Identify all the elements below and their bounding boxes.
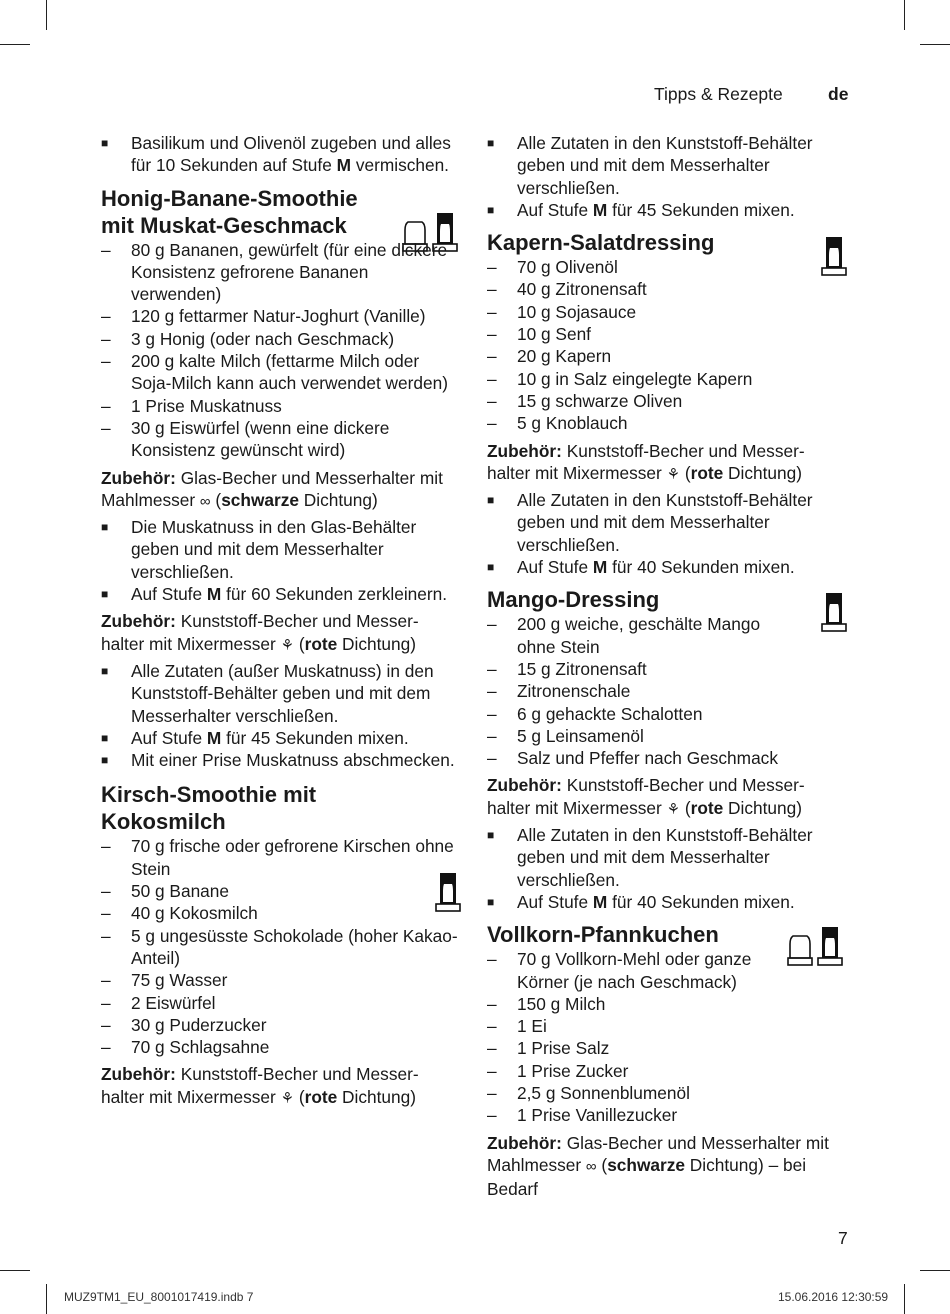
ingredient-list bbox=[487, 256, 847, 434]
list-item: – 1 Ei bbox=[487, 1015, 777, 1037]
right-column bbox=[487, 132, 847, 1203]
crop-mark bbox=[904, 1284, 905, 1314]
grinding-blade-icon: ∞ bbox=[585, 1157, 597, 1175]
list-item: – 70 g Vollkorn-Mehl oder ganze Körner (je nach Geschmack) bbox=[487, 948, 777, 993]
section-title: Tipps & Rezepte bbox=[654, 84, 783, 104]
instruction-bullet: ■ Auf Stufe M für 60 Sekunden zerkleinern. bbox=[101, 583, 461, 605]
instruction-bullet: ■ Auf Stufe M für 40 Sekunden mixen. bbox=[487, 556, 847, 578]
list-item: – 6 g gehackte Schalotten bbox=[487, 703, 787, 725]
list-item: – 5 g Leinsamenöl bbox=[487, 725, 787, 747]
mixing-blade-icon: ⚘ bbox=[666, 465, 681, 483]
crop-mark bbox=[46, 0, 47, 30]
running-header bbox=[654, 84, 849, 105]
recipe-title: Vollkorn-Pfannkuchen bbox=[487, 922, 719, 948]
list-item: – 15 g Zitronensaft bbox=[487, 658, 787, 680]
instruction-bullet: ■ Basilikum und Olivenöl zugeben und alles für 10 Sekunden auf Stufe M vermischen. bbox=[101, 132, 461, 177]
instruction-bullet: ■ Alle Zutaten (außer Muskatnuss) in den Kunststoff-Behälter geben und mit dem Messerhalter verschließen. bbox=[101, 660, 461, 727]
page-number: 7 bbox=[838, 1228, 848, 1248]
list-item: – 15 g schwarze Oliven bbox=[487, 390, 847, 412]
instruction-bullet: ■ Auf Stufe M für 40 Sekunden mixen. bbox=[487, 891, 847, 913]
list-item: – 50 g Banane bbox=[101, 880, 461, 902]
list-item: – 20 g Kapern bbox=[487, 345, 847, 367]
list-item: – 5 g Knoblauch bbox=[487, 412, 847, 434]
list-item: – 200 g kalte Milch (fettarme Milch oder Soja-Milch kann auch verwendet werden) bbox=[101, 350, 461, 395]
list-item: – 40 g Kokosmilch bbox=[101, 902, 461, 924]
instruction-bullet: ■ Die Muskatnuss in den Glas-Behälter geben und mit dem Messerhalter verschließen. bbox=[101, 516, 461, 583]
left-column bbox=[101, 132, 461, 1113]
instruction-bullet: ■ Auf Stufe M für 45 Sekunden mixen. bbox=[101, 727, 461, 749]
mixing-blade-icon: ⚘ bbox=[666, 800, 681, 818]
list-item: – 10 g Senf bbox=[487, 323, 847, 345]
language-code: de bbox=[828, 84, 849, 104]
instruction-bullet: ■ Alle Zutaten in den Kunststoff-Behälter geben und mit dem Messerhalter verschließen. bbox=[487, 132, 847, 199]
print-file-info: MUZ9TM1_EU_8001017419.indb 7 bbox=[64, 1290, 254, 1304]
accessory-note: Zubehör: Glas-Becher und Messerhalter mit Mahlmesser ∞ (schwarze Dichtung) – bei Bedarf bbox=[487, 1132, 829, 1200]
accessory-note: Zubehör: Kunststoff-Becher und Messer-halter mit Mixermesser ⚘ (rote Dichtung) bbox=[487, 774, 847, 821]
list-item: – 70 g Schlagsahne bbox=[101, 1036, 461, 1058]
crop-mark bbox=[920, 44, 950, 45]
instruction-bullet: ■ Auf Stufe M für 45 Sekunden mixen. bbox=[487, 199, 847, 221]
print-timestamp: 15.06.2016 12:30:59 bbox=[778, 1290, 889, 1304]
crop-mark bbox=[0, 1270, 30, 1271]
accessory-note: Zubehör: Kunststoff-Becher und Messer-halter mit Mixermesser ⚘ (rote Dichtung) bbox=[101, 1063, 461, 1110]
list-item: – 75 g Wasser bbox=[101, 969, 461, 991]
instruction-bullet: ■ Alle Zutaten in den Kunststoff-Behälter geben und mit dem Messerhalter verschließen. bbox=[487, 824, 847, 891]
recipe-title: Kirsch-Smoothie mit Kokosmilch bbox=[101, 782, 317, 835]
list-item: – Zitronenschale bbox=[487, 680, 787, 702]
list-item: – 1 Prise Vanillezucker bbox=[487, 1104, 777, 1126]
instruction-bullet: ■ Alle Zutaten in den Kunststoff-Behälter geben und mit dem Messerhalter verschließen. bbox=[487, 489, 847, 556]
grinding-blade-icon: ∞ bbox=[199, 492, 211, 510]
list-item: – 2 Eiswürfel bbox=[101, 992, 461, 1014]
crop-mark bbox=[0, 44, 30, 45]
list-item: – 1 Prise Muskatnuss bbox=[101, 395, 461, 417]
list-item: – 10 g Sojasauce bbox=[487, 301, 847, 323]
list-item: – Salz und Pfeffer nach Geschmack bbox=[487, 747, 857, 769]
list-item: – 70 g Olivenöl bbox=[487, 256, 847, 278]
list-item: – 40 g Zitronensaft bbox=[487, 278, 847, 300]
recipe-title: Kapern-Salatdressing bbox=[487, 230, 715, 256]
accessory-note: Zubehör: Glas-Becher und Messerhalter mit Mahlmesser ∞ (schwarze Dichtung) bbox=[101, 467, 461, 514]
ingredient-list bbox=[101, 239, 461, 462]
accessory-note: Zubehör: Kunststoff-Becher und Messer-halter mit Mixermesser ⚘ (rote Dichtung) bbox=[487, 440, 847, 487]
crop-mark bbox=[920, 1270, 950, 1271]
list-item: – 150 g Milch bbox=[487, 993, 777, 1015]
ingredient-list bbox=[101, 835, 461, 1058]
ingredient-list bbox=[487, 613, 787, 769]
crop-mark bbox=[904, 0, 905, 30]
list-item: – 80 g Bananen, gewürfelt (für eine dickere Konsistenz gefrorene Bananen verwenden) bbox=[101, 239, 461, 306]
list-item: – 30 g Eiswürfel (wenn eine dickere Konsistenz gewünscht wird) bbox=[101, 417, 461, 462]
recipe-title: Honig-Banane-Smoothie mit Muskat-Geschmack bbox=[101, 185, 358, 238]
list-item: – 1 Prise Zucker bbox=[487, 1060, 777, 1082]
list-item: – 10 g in Salz eingelegte Kapern bbox=[487, 368, 847, 390]
list-item: – 30 g Puderzucker bbox=[101, 1014, 461, 1036]
mixing-blade-icon: ⚘ bbox=[280, 1089, 295, 1107]
ingredient-list bbox=[487, 948, 777, 1126]
list-item: – 200 g weiche, geschälte Mango ohne Stein bbox=[487, 613, 787, 658]
list-item: – 3 g Honig (oder nach Geschmack) bbox=[101, 328, 461, 350]
list-item: – 1 Prise Salz bbox=[487, 1037, 777, 1059]
mixing-blade-icon: ⚘ bbox=[280, 636, 295, 654]
list-item: – 2,5 g Sonnenblumenöl bbox=[487, 1082, 777, 1104]
instruction-bullet: ■ Mit einer Prise Muskatnuss abschmecken. bbox=[101, 749, 461, 771]
list-item: – 70 g frische oder gefrorene Kirschen ohne Stein bbox=[101, 835, 461, 880]
accessory-note: Zubehör: Kunststoff-Becher und Messer-halter mit Mixermesser ⚘ (rote Dichtung) bbox=[101, 610, 461, 657]
list-item: – 120 g fettarmer Natur-Joghurt (Vanille) bbox=[101, 305, 461, 327]
recipe-title: Mango-Dressing bbox=[487, 587, 660, 613]
crop-mark bbox=[46, 1284, 47, 1314]
list-item: – 5 g ungesüsste Schokolade (hoher Kakao-Anteil) bbox=[101, 925, 461, 970]
